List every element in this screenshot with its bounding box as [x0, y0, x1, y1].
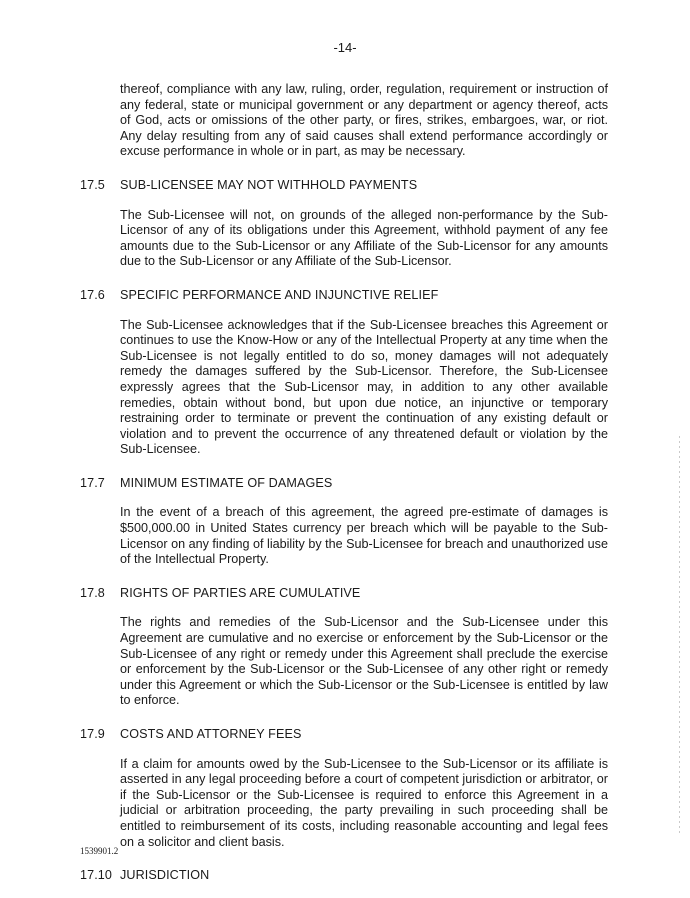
section-17-7	[80, 476, 608, 568]
section-body: The rights and remedies of the Sub-Licensor and the Sub-Licensee under this Agreement are cumulative and no exercise or enforcement by the Sub-Licensor or the Sub-Licensee of any right or remedy under this Agreement shall preclude the exercise or enforcement by the Sub-Licensor or the Sub-Licensee of any other right or remedy under this Agreement or which the Sub-Licensor or the Sub-Licensee is entitled by law to enforce.	[120, 615, 608, 708]
section-title: RIGHTS OF PARTIES ARE CUMULATIVE	[120, 585, 361, 600]
section-title: JURISDICTION	[120, 868, 210, 883]
section-number: 17.7	[80, 475, 105, 490]
document-id: 1539901.2	[80, 846, 119, 856]
section-body: If a claim for amounts owed by the Sub-Licensee to the Sub-Licensor or its affiliate is asserted in any legal proceeding before a court of competent jurisdiction or arbitrator, or if the Sub-Licensor or the Sub-Licensee is required to enforce this Agreement in a judicial or arbitration proceeding, the party prevailing in such proceeding shall be entitled to reimbursement of its costs, including reasonable accounting and legal fees on a solicitor and client basis.	[120, 756, 608, 849]
section-heading	[80, 586, 608, 602]
section-17-9	[80, 727, 608, 850]
section-number: 17.10	[80, 868, 113, 883]
section-heading	[80, 178, 608, 194]
section-number: 17.5	[80, 177, 105, 192]
section-title: COSTS AND ATTORNEY FEES	[120, 727, 302, 741]
section-title: MINIMUM ESTIMATE OF DAMAGES	[120, 475, 333, 490]
scan-margin-mark	[679, 436, 680, 836]
page-number: -14-	[333, 40, 357, 55]
document-body	[80, 82, 608, 898]
section-title: SUB-LICENSEE MAY NOT WITHHOLD PAYMENTS	[120, 177, 418, 192]
section-heading	[80, 288, 608, 304]
section-body: The Sub-Licensee acknowledges that if the Sub-Licensee breaches this Agreement or continues to use the Know-How or any of the Intellectual Property at any time when the Sub-Licensee is not legally entitled to do so, money damages will not adequately remedy the damages suffered by the Sub-Licensor. Therefore, the Sub-Licensee expressly agrees that the Sub-Licensor may, in addition to any other available remedies, obtain without bond, but upon due notice, an injunctive or temporary restraining order to terminate or prevent the continuation of any existing default or violation and to prevent the occurrence of any threatened default or violation by the Sub-Licensee.	[120, 317, 608, 457]
continued-paragraph: thereof, compliance with any law, ruling, order, regulation, requirement or instruction of any federal, state or municipal government or any department or agency thereof, acts of God, acts or omissions of the other party, or fires, strikes, embargoes, war, or riot. Any delay resulting from any of said causes shall extend performance accordingly or excuse performance in whole or in part, as may be necessary.	[120, 82, 608, 159]
section-body: The Sub-Licensee will not, on grounds of the alleged non-performance by the Sub-Licensor of any of its obligations under this Agreement, withhold payment of any fee amounts due to the Sub-Licensor or any Affiliate of the Sub-Licensor for any amounts due to the Sub-Licensor or any Affiliate of the Sub-Licensor.	[120, 207, 608, 269]
section-heading	[80, 727, 608, 743]
section-heading	[80, 476, 608, 492]
section-17-10	[80, 868, 608, 884]
section-17-8	[80, 586, 608, 709]
section-heading	[80, 868, 608, 884]
section-title: SPECIFIC PERFORMANCE AND INJUNCTIVE RELIEF	[120, 287, 439, 302]
section-17-5	[80, 178, 608, 270]
section-body: In the event of a breach of this agreement, the agreed pre-estimate of damages is $500,000.00 in United States currency per breach which will be payable to the Sub-Licensor on any finding of liability by the Sub-Licensee for breach and unauthorized use of the Intellectual Property.	[120, 505, 608, 567]
section-number: 17.6	[80, 287, 105, 302]
section-number: 17.8	[80, 585, 105, 600]
section-17-6	[80, 288, 608, 458]
section-number: 17.9	[80, 727, 105, 741]
